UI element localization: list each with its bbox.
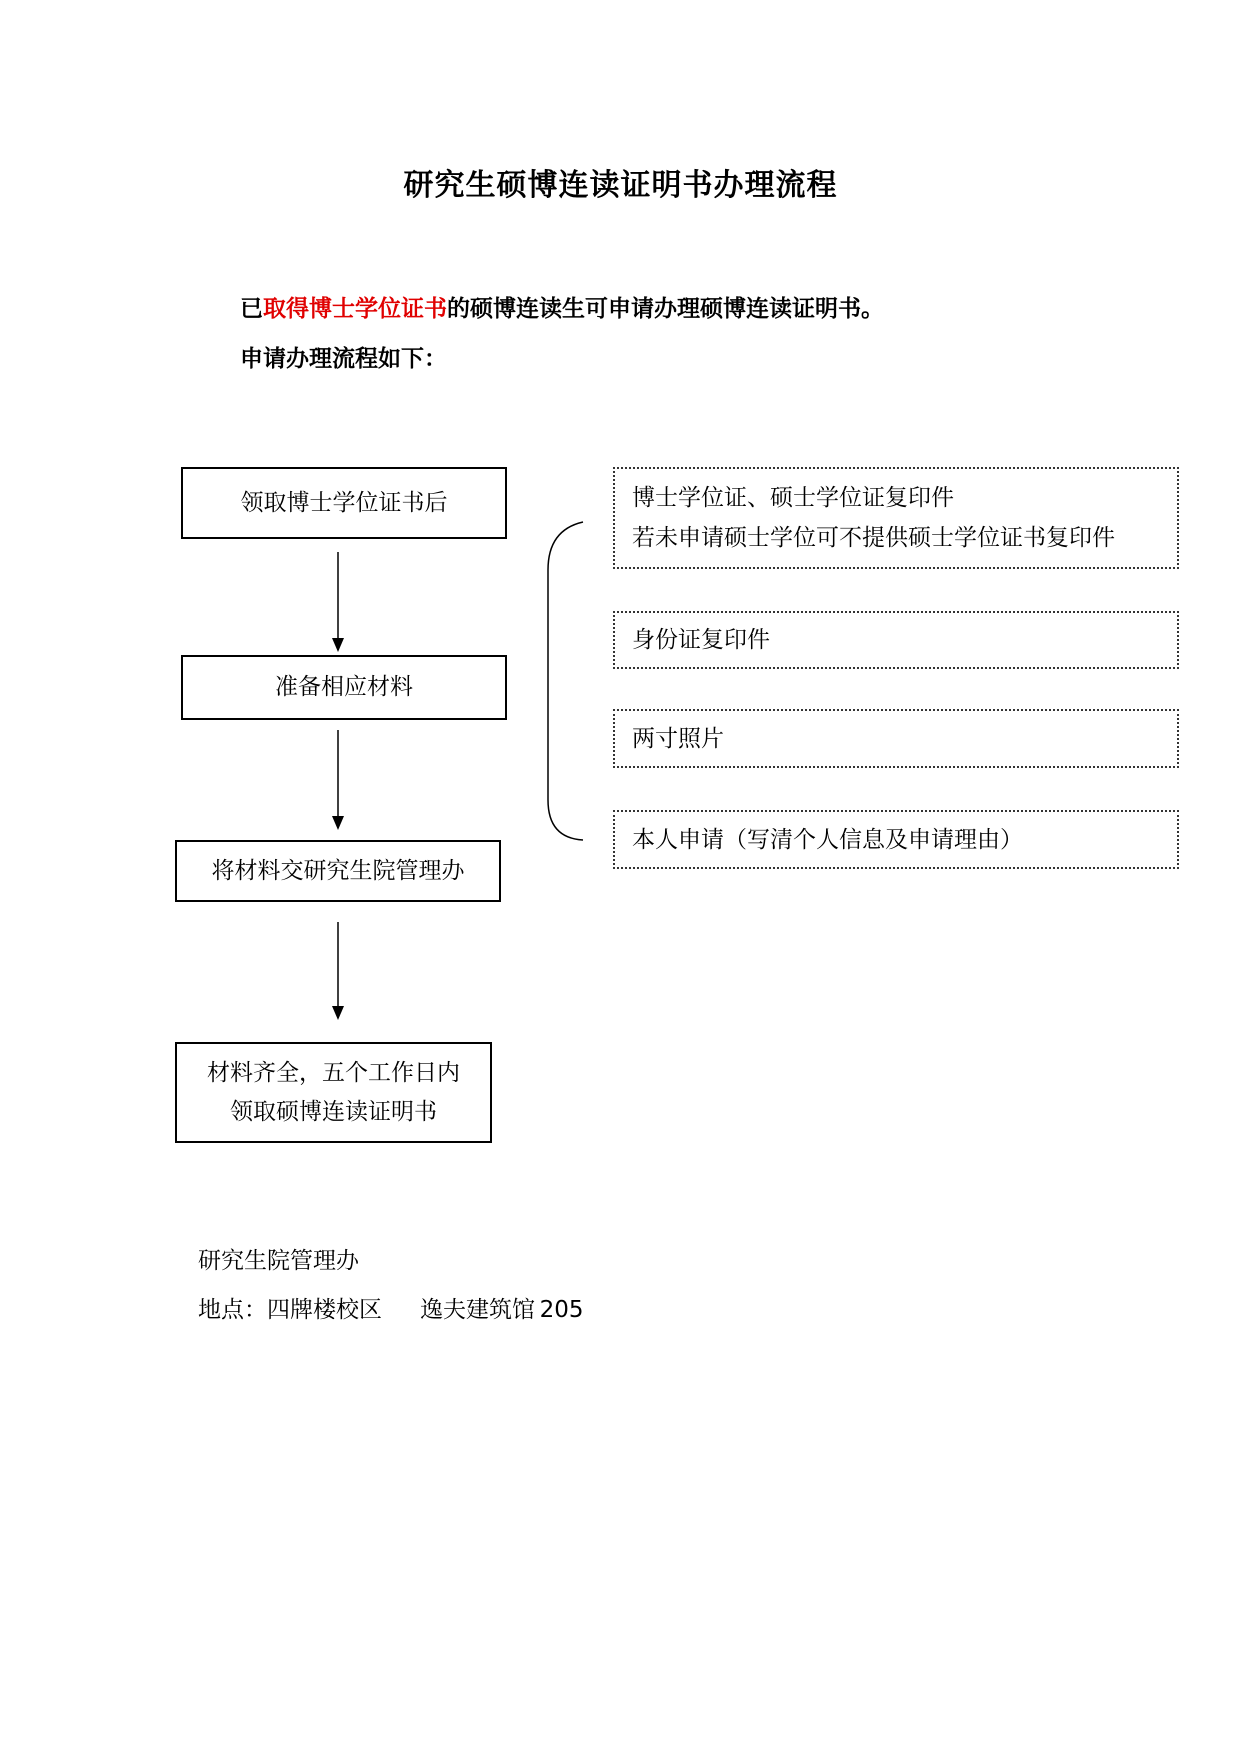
intro-line-2: 申请办理流程如下： bbox=[240, 346, 447, 372]
materials-brace bbox=[548, 522, 583, 840]
footer-building: 逸夫建筑馆 bbox=[420, 1297, 535, 1323]
page-title: 研究生硕博连读证明书办理流程 bbox=[403, 168, 838, 203]
material-degree-certificates bbox=[613, 467, 1179, 569]
arrowhead-3 bbox=[332, 1006, 344, 1020]
material-1-line1: 博士学位证、硕士学位证复印件 bbox=[632, 485, 954, 511]
material-1-line2: 若未申请硕士学位可不提供硕士学位证书复印件 bbox=[632, 525, 1115, 551]
step-4-label-line2: 领取硕博连读证明书 bbox=[230, 1098, 437, 1125]
footer-room: 205 bbox=[539, 1297, 584, 1323]
footer-location bbox=[198, 1291, 584, 1324]
arrowhead-1 bbox=[332, 638, 344, 652]
material-id-card-copy bbox=[613, 611, 1179, 669]
step-receive-doctoral-certificate bbox=[181, 467, 507, 539]
step-4-label-line1: 材料齐全，五个工作日内 bbox=[207, 1059, 460, 1086]
step-prepare-materials bbox=[181, 655, 507, 720]
footer-office: 研究生院管理办 bbox=[198, 1248, 359, 1274]
step-1-label: 领取博士学位证书后 bbox=[240, 489, 448, 516]
intro-highlight: 取得博士学位证书 bbox=[263, 296, 447, 322]
step-collect-certificate bbox=[175, 1042, 492, 1143]
material-4-label: 本人申请（写清个人信息及申请理由） bbox=[632, 826, 1023, 853]
material-photo bbox=[613, 709, 1179, 768]
step-3-label: 将材料交研究生院管理办 bbox=[211, 857, 465, 884]
footer-location-label: 地点：四牌楼校区 bbox=[198, 1297, 382, 1323]
step-submit-materials bbox=[175, 840, 501, 902]
material-personal-application bbox=[613, 810, 1179, 869]
material-2-label: 身份证复印件 bbox=[632, 627, 770, 653]
step-2-label: 准备相应材料 bbox=[275, 674, 413, 700]
intro-prefix: 已 bbox=[240, 296, 263, 322]
material-3-label: 两寸照片 bbox=[632, 725, 724, 752]
intro-suffix: 的硕博连读生可申请办理硕博连读证明书。 bbox=[447, 296, 884, 322]
arrowhead-2 bbox=[332, 816, 344, 830]
